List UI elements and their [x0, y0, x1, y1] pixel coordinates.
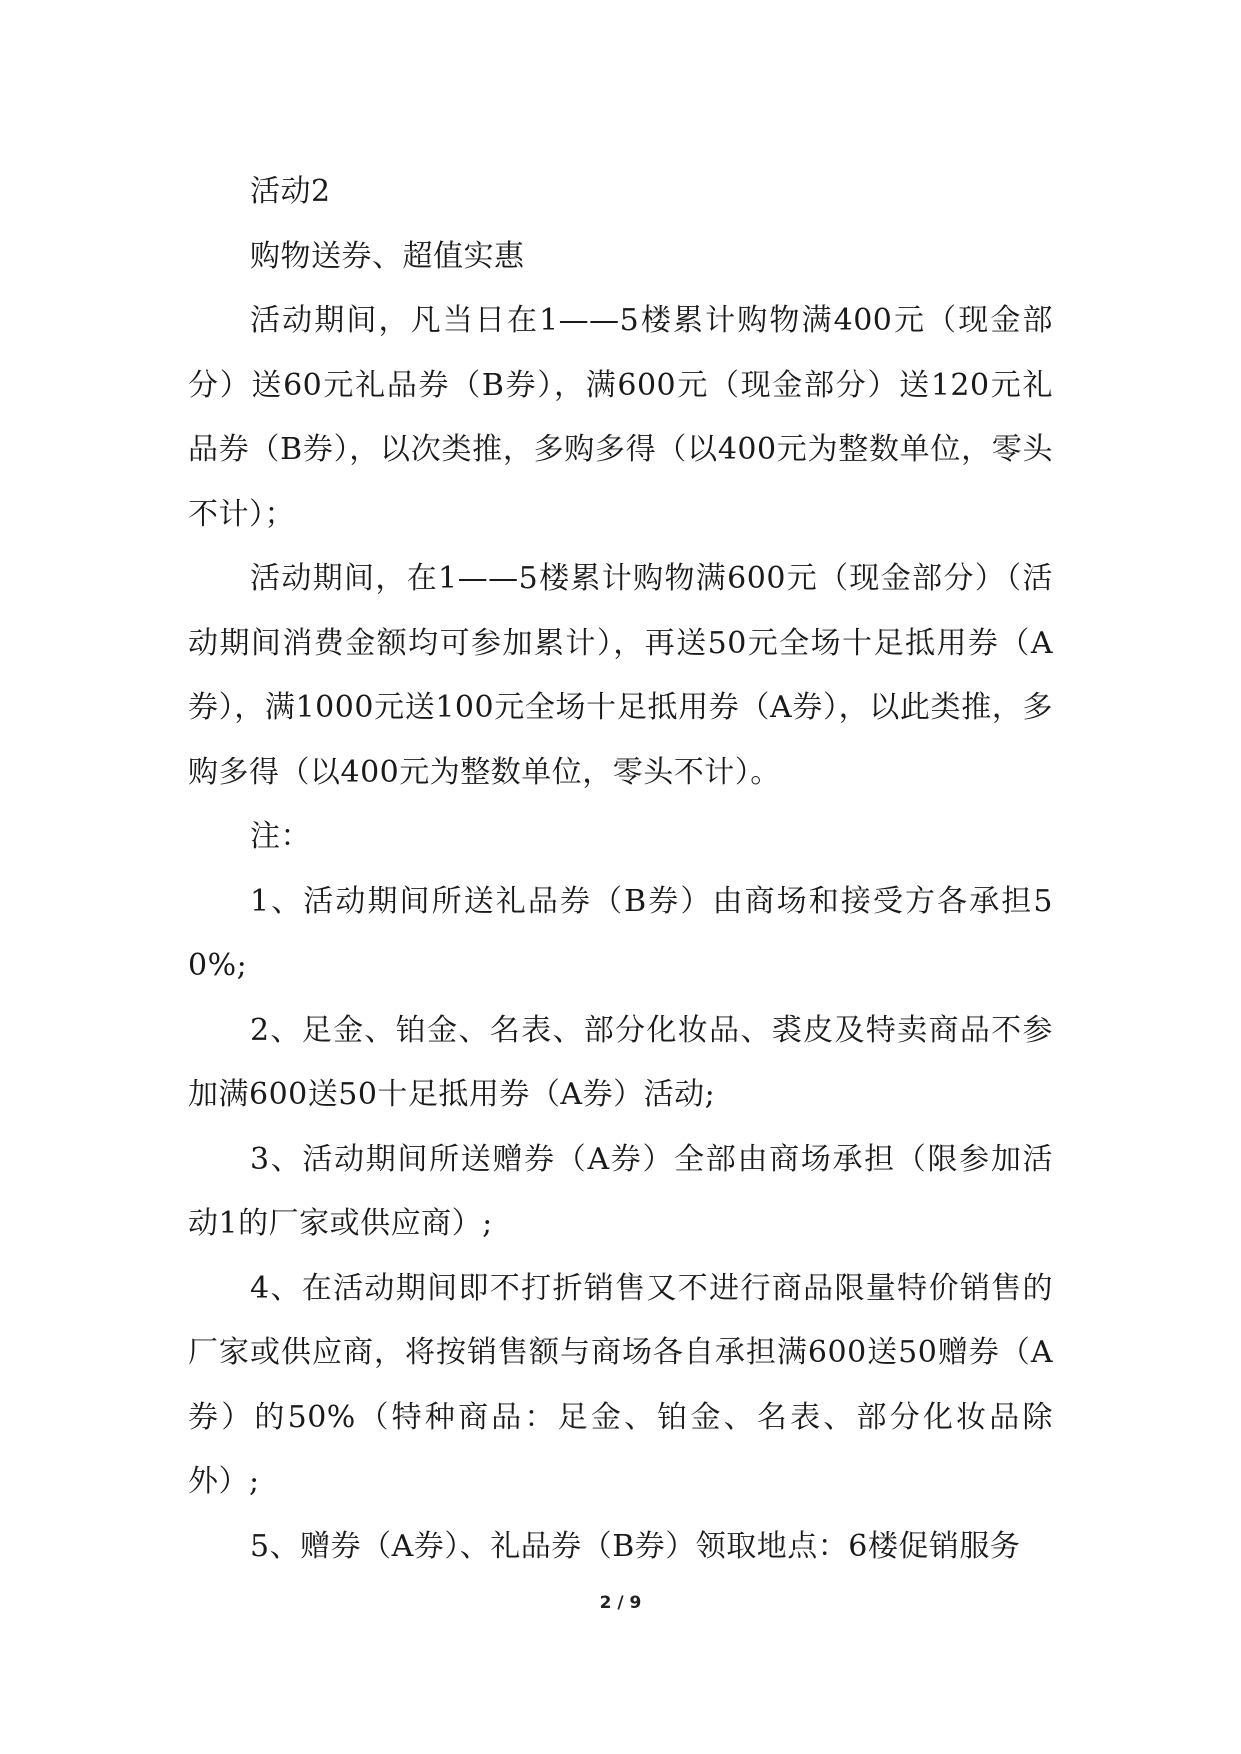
- section-heading: 活动2: [250, 174, 331, 209]
- document-body: [188, 160, 1053, 1579]
- note-item: 3、活动期间所送赠券（A券）全部由商场承担（限参加活动1的厂家或供应商）;: [188, 1141, 1053, 1241]
- note-item: 2、足金、铂金、名表、部分化妆品、裘皮及特卖商品不参加满600送50十足抵用券（A券）活动;: [188, 1012, 1053, 1112]
- paragraph: 活动期间，凡当日在1——5楼累计购物满400元（现金部分）送60元礼品券（B券），满600元（现金部分）送120元礼品券（B券），以次类推，多购多得（以400元为整数单位，零头不计）；: [188, 303, 1053, 532]
- section-subtitle: 购物送券、超值实惠: [250, 238, 525, 274]
- paragraph: 活动期间，在1——5楼累计购物满600元（现金部分）（活动期间消费金额均可参加累计），再送50元全场十足抵用券（A券），满1000元送100元全场十足抵用券（A券），以此类推，多购多得（以400元为整数单位，零头不计）。: [188, 561, 1053, 790]
- note-item: 1、活动期间所送礼品券（B券）由商场和接受方各承担50%;: [188, 883, 1053, 983]
- note-item: 5、赠券（A券）、礼品券（B券）领取地点：6楼促销服务: [250, 1528, 1021, 1564]
- page-number: 2 / 9: [599, 1593, 642, 1613]
- note-item: 4、在活动期间即不打折销售又不进行商品限量特价销售的厂家或供应商，将按销售额与商场各自承担满600送50赠券（A券）的50%（特种商品：足金、铂金、名表、部分化妆品除外）;: [188, 1270, 1053, 1499]
- notes-heading: 注：: [250, 819, 311, 854]
